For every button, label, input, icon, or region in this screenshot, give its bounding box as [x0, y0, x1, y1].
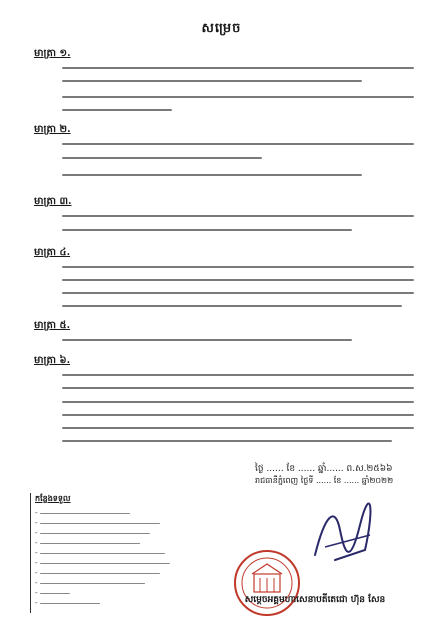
- article-4-text-line: [62, 292, 414, 294]
- article-1-text-line: [62, 80, 362, 82]
- recipient-item: -: [35, 539, 140, 547]
- article-6-text-line: [62, 374, 414, 376]
- article-6-heading: មាត្រា ៦.: [34, 355, 71, 366]
- article-6-text-line: [62, 401, 414, 403]
- article-4-text-line: [62, 266, 414, 268]
- recipient-item: -: [35, 599, 100, 607]
- recipient-item: -: [35, 529, 150, 537]
- signature-graphic: [295, 495, 385, 575]
- article-2-heading: មាត្រា ២.: [34, 124, 71, 135]
- article-1-text-line: [62, 67, 414, 69]
- recipient-item: -: [35, 519, 160, 527]
- recipient-item: -: [35, 509, 130, 517]
- article-4-text-line: [62, 305, 402, 307]
- article-4-heading: មាត្រា ៤.: [34, 247, 71, 258]
- recipient-item: -: [35, 579, 145, 587]
- article-3-text-line: [62, 229, 352, 231]
- recipient-item: -: [35, 549, 165, 557]
- article-1-heading: មាត្រា ១.: [34, 48, 71, 59]
- article-6-text-line: [62, 387, 414, 389]
- article-6-text-line: [62, 440, 392, 442]
- recipient-item: -: [35, 589, 70, 597]
- article-6-text-line: [62, 427, 414, 429]
- article-1-text-line: [62, 96, 414, 98]
- signer-name: សម្តេចអគ្គមហាសេនាបតីតេជោ ហ៊ុន សែន: [244, 595, 386, 605]
- official-seal: [232, 548, 302, 618]
- recipient-item: -: [35, 559, 170, 567]
- recipients-list: [30, 493, 181, 613]
- article-4-text-line: [62, 279, 414, 281]
- solar-date: រាជធានីភ្នំពេញ ថ្ងៃទី ...... ខែ ...... ឆ្នាំ២០២២: [255, 476, 394, 485]
- recipient-item: -: [35, 569, 160, 577]
- article-2-text-line: [62, 174, 362, 176]
- article-5-text-line: [62, 339, 352, 341]
- article-2-text-line: [62, 157, 262, 159]
- article-5-heading: មាត្រា ៥.: [34, 320, 71, 331]
- recipients-heading: កន្លែងទទួល: [35, 494, 71, 503]
- article-6-text-line: [62, 414, 414, 416]
- article-3-text-line: [62, 215, 414, 217]
- article-1-text-line: [62, 109, 172, 111]
- article-3-heading: មាត្រា ៣.: [34, 196, 72, 207]
- document-title: សម្រេច: [201, 21, 242, 36]
- article-2-text-line: [62, 143, 414, 145]
- lunar-date: ថ្ងៃ ...... ខែ ...... ឆ្នាំ...... ព.ស.២៥៦៦: [255, 464, 393, 474]
